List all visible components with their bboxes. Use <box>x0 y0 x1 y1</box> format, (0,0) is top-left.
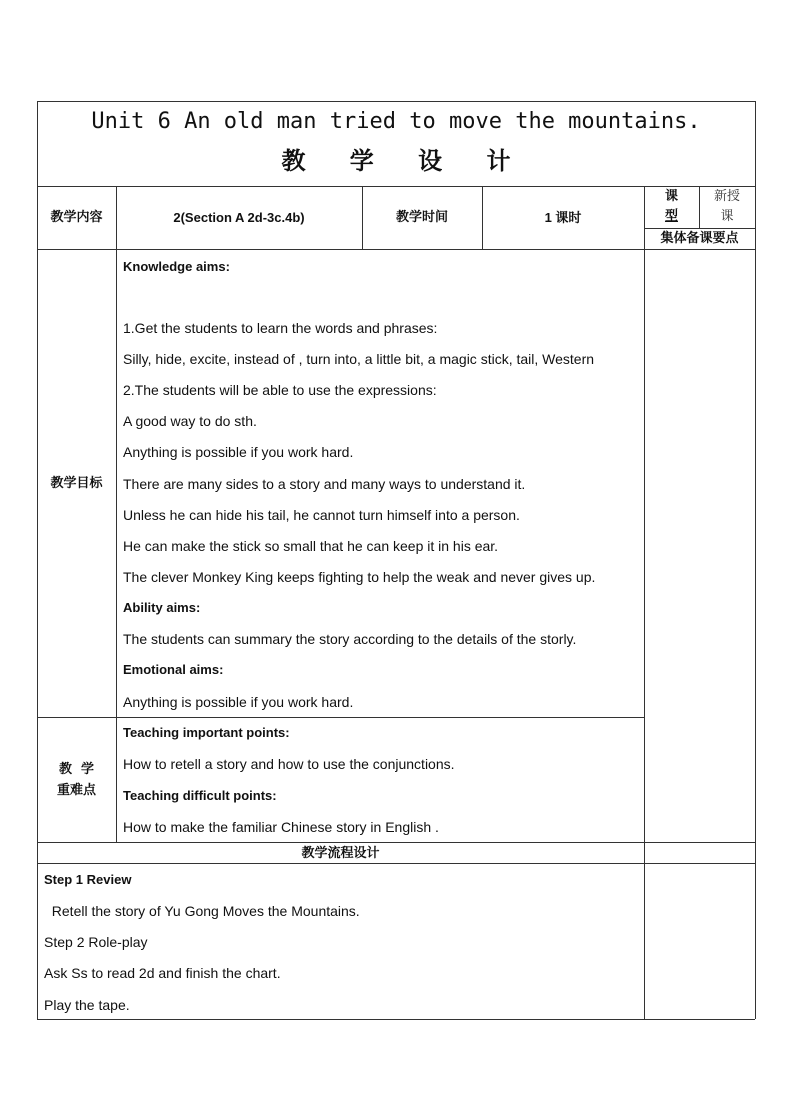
important-points-line: How to retell a story and how to use the conjunctions. <box>123 756 455 772</box>
step1-line: Retell the story of Yu Gong Moves the Mountains. <box>44 903 360 919</box>
lesson-subtitle: 教 学 设 计 <box>281 146 529 175</box>
row-divider-process-header <box>37 863 755 864</box>
knowledge-aims-heading: Knowledge aims: <box>123 259 230 274</box>
objective-line: Silly, hide, excite, instead of , turn into, a little bit, a magic stick, tail, Western <box>123 351 595 367</box>
row-divider-title <box>37 186 755 187</box>
time-value: 1 课时 <box>544 210 582 225</box>
keypoints-label-line2: 重难点 <box>56 783 96 798</box>
type-label-line1: 课 <box>664 189 678 204</box>
difficult-points-line: How to make the familiar Chinese story in English . <box>123 819 439 835</box>
ability-aims-line: The students can summary the story according to the details of the storly. <box>123 631 577 647</box>
table-border-right <box>755 101 756 1019</box>
objective-line: There are many sides to a story and many ways to understand it. <box>123 476 526 492</box>
lesson-title: Unit 6 An old man tried to move the mountains. <box>91 109 701 134</box>
step2-line2: Play the tape. <box>44 997 130 1013</box>
process-header: 教学流程设计 <box>301 846 380 861</box>
type-value-line1: 新授 <box>713 189 740 204</box>
table-border-top <box>37 101 755 102</box>
row-divider-objectives <box>37 717 644 718</box>
type-label-line2: 型 <box>664 209 678 224</box>
objective-line: 2.The students will be able to use the expressions: <box>123 382 437 398</box>
col-divider-notes <box>644 186 645 1019</box>
content-value: 2(Section A 2d-3c.4b) <box>173 210 305 225</box>
row-divider-keypoints <box>37 842 755 843</box>
content-label: 教学内容 <box>50 210 103 225</box>
difficult-points-heading: Teaching difficult points: <box>123 788 277 803</box>
col-divider-label <box>116 186 117 842</box>
row-divider-info <box>37 249 755 250</box>
step2-heading: Step 2 Role-play <box>44 934 148 950</box>
important-points-heading: Teaching important points: <box>123 725 290 740</box>
notes-header: 集体备课要点 <box>660 231 739 246</box>
emotional-aims-line: Anything is possible if you work hard. <box>123 694 354 710</box>
objectives-label: 教学目标 <box>50 476 103 491</box>
emotional-aims-heading: Emotional aims: <box>123 662 224 677</box>
objective-line: Unless he can hide his tail, he cannot turn himself into a person. <box>123 507 520 523</box>
time-label: 教学时间 <box>395 210 448 225</box>
notes-header-divider <box>644 228 755 229</box>
objective-line: The clever Monkey King keeps fighting to help the weak and never gives up. <box>123 569 596 585</box>
table-border-bottom <box>37 1019 755 1020</box>
keypoints-label-line1: 教 学 <box>58 762 95 777</box>
type-value-line2: 课 <box>720 209 734 224</box>
step1-heading: Step 1 Review <box>44 872 132 887</box>
step2-line1: Ask Ss to read 2d and finish the chart. <box>44 965 281 981</box>
objective-line: 1.Get the students to learn the words and phrases: <box>123 320 438 336</box>
objective-line: Anything is possible if you work hard. <box>123 444 354 460</box>
objective-line: He can make the stick so small that he can keep it in his ear. <box>123 538 499 554</box>
ability-aims-heading: Ability aims: <box>123 600 201 615</box>
table-border-left <box>37 101 38 1019</box>
objective-line: A good way to do sth. <box>123 413 257 429</box>
